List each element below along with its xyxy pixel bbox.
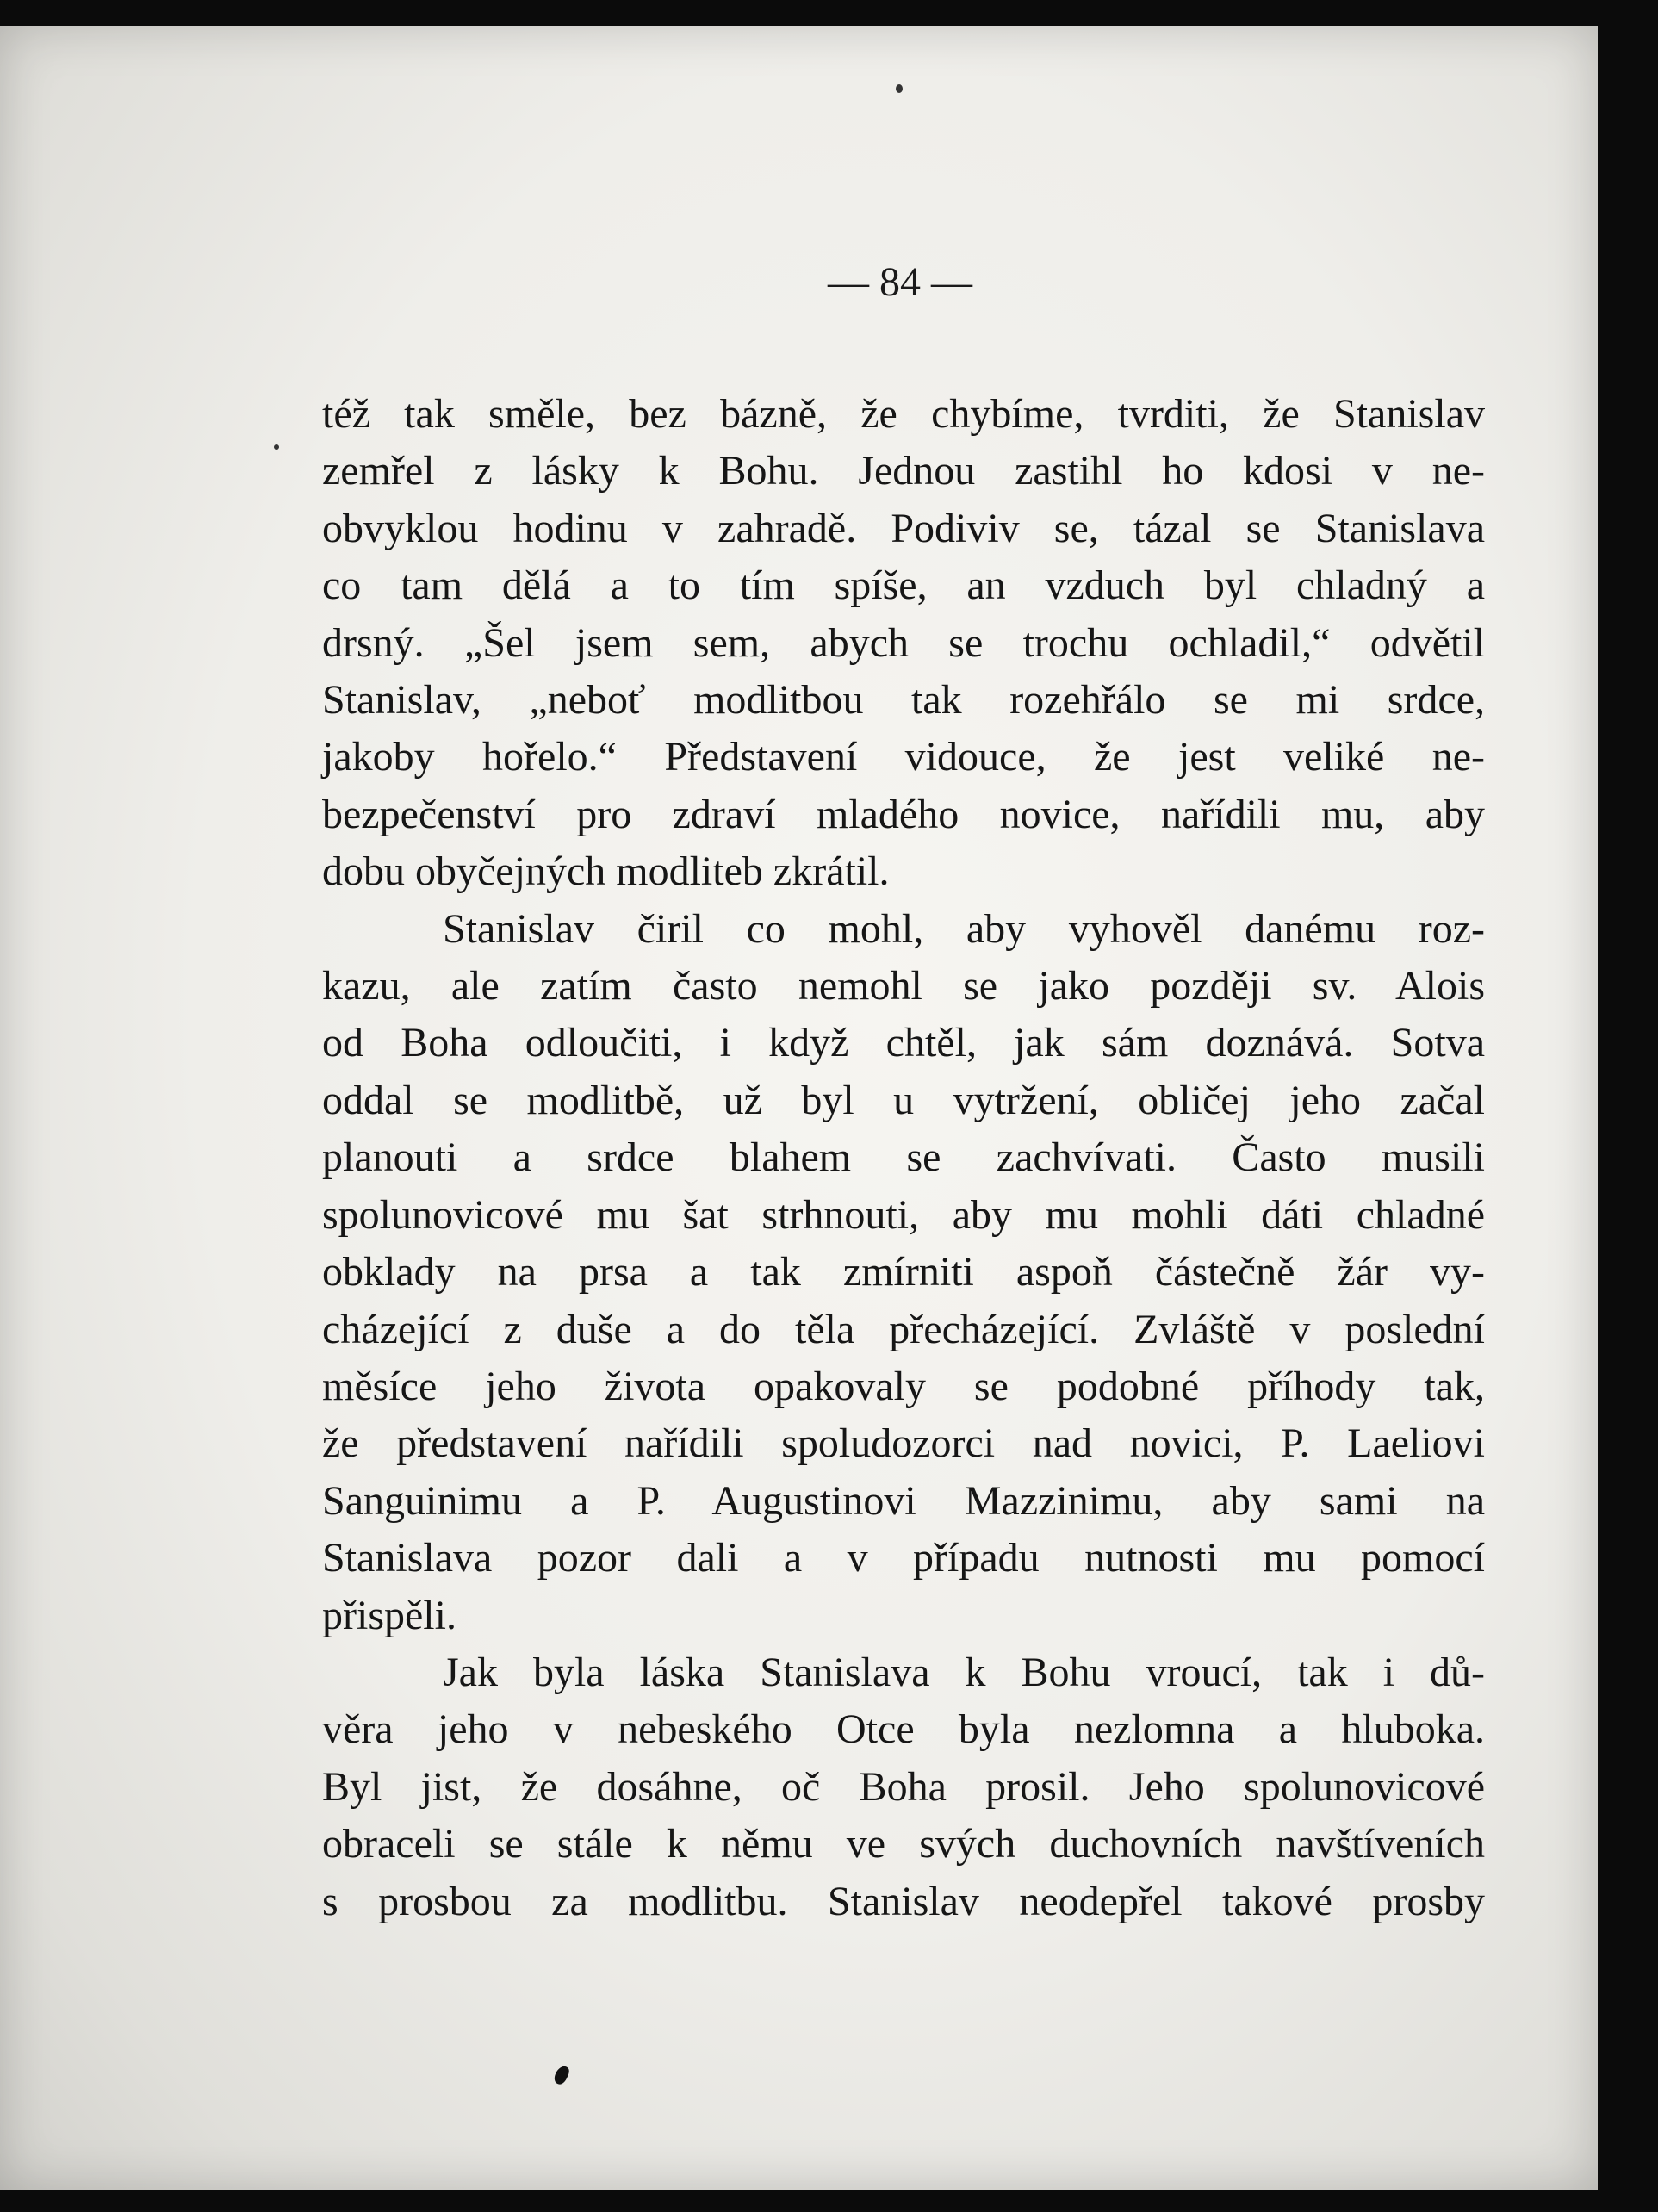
text-line: též tak směle, bez bázně, že chybíme, tvrditi, že Stanislav: [322, 391, 1485, 437]
text-line: zemřel z lásky k Bohu. Jednou zastihl ho kdosi v ne-: [322, 448, 1485, 494]
text-line: kazu, ale zatím často nemohl se jako později sv. Alois: [322, 963, 1485, 1010]
text-line: jakoby hořelo.“ Představení vidouce, že jest veliké ne-: [322, 734, 1485, 780]
ink-speck: [552, 2064, 571, 2086]
text-line: s prosbou za modlitbu. Stanislav neodepřel takové prosby: [322, 1878, 1485, 1924]
text-line: Stanislav, „neboť modlitbou tak rozehřálo se mi srdce,: [322, 677, 1485, 724]
text-line: obraceli se stále k němu ve svých duchovních navštíveních: [322, 1821, 1485, 1867]
text-line: Jak byla láska Stanislava k Bohu vroucí, tak i dů-: [443, 1649, 1485, 1695]
text-line: obvyklou hodinu v zahradě. Podiviv se, tázal se Stanislava: [322, 505, 1485, 551]
text-line: měsíce jeho života opakovaly se podobné příhody tak,: [322, 1363, 1485, 1409]
text-line: spolunovicové mu šat strhnouti, aby mu mohli dáti chladné: [322, 1191, 1485, 1238]
text-line: co tam dělá a to tím spíše, an vzduch byl chladný a: [322, 562, 1485, 609]
text-line: Byl jist, že dosáhne, oč Boha prosil. Jeho spolunovicové: [322, 1763, 1485, 1810]
text-line: dobu obyčejných modliteb zkrátil.: [322, 848, 890, 895]
book-page: [0, 26, 1598, 2190]
page-number: — 84 —: [828, 259, 972, 305]
ink-dot: [896, 84, 903, 93]
body-text: [322, 386, 1485, 1930]
text-line: Sanguinimu a P. Augustinovi Mazzinimu, aby sami na: [322, 1477, 1485, 1524]
text-line: Stanislava pozor dali a v případu nutnosti mu pomocí: [322, 1535, 1485, 1581]
text-line: oddal se modlitbě, už byl u vytržení, obličej jeho začal: [322, 1077, 1485, 1123]
text-line: od Boha odloučiti, i když chtěl, jak sám doznává. Sotva: [322, 1020, 1485, 1066]
text-line: planouti a srdce blahem se zachvívati. Často musili: [322, 1134, 1485, 1181]
ink-dot: [274, 444, 279, 450]
text-line: drsný. „Šel jsem sem, abych se trochu ochladil,“ odvětil: [322, 619, 1485, 666]
text-line: že představení nařídili spoludozorci nad novici, P. Laeliovi: [322, 1420, 1485, 1467]
text-line: věra jeho v nebeského Otce byla nezlomna a hluboka.: [322, 1706, 1485, 1753]
text-line: obklady na prsa a tak zmírniti aspoň částečně žár vy-: [322, 1249, 1485, 1296]
text-line: Stanislav čiril co mohl, aby vyhověl danému roz-: [443, 905, 1485, 952]
text-line: bezpečenství pro zdraví mladého novice, nařídili mu, aby: [322, 791, 1485, 837]
text-line: cházející z duše a do těla přecházející. Zvláště v poslední: [322, 1306, 1485, 1352]
text-line: přispěli.: [322, 1592, 456, 1638]
